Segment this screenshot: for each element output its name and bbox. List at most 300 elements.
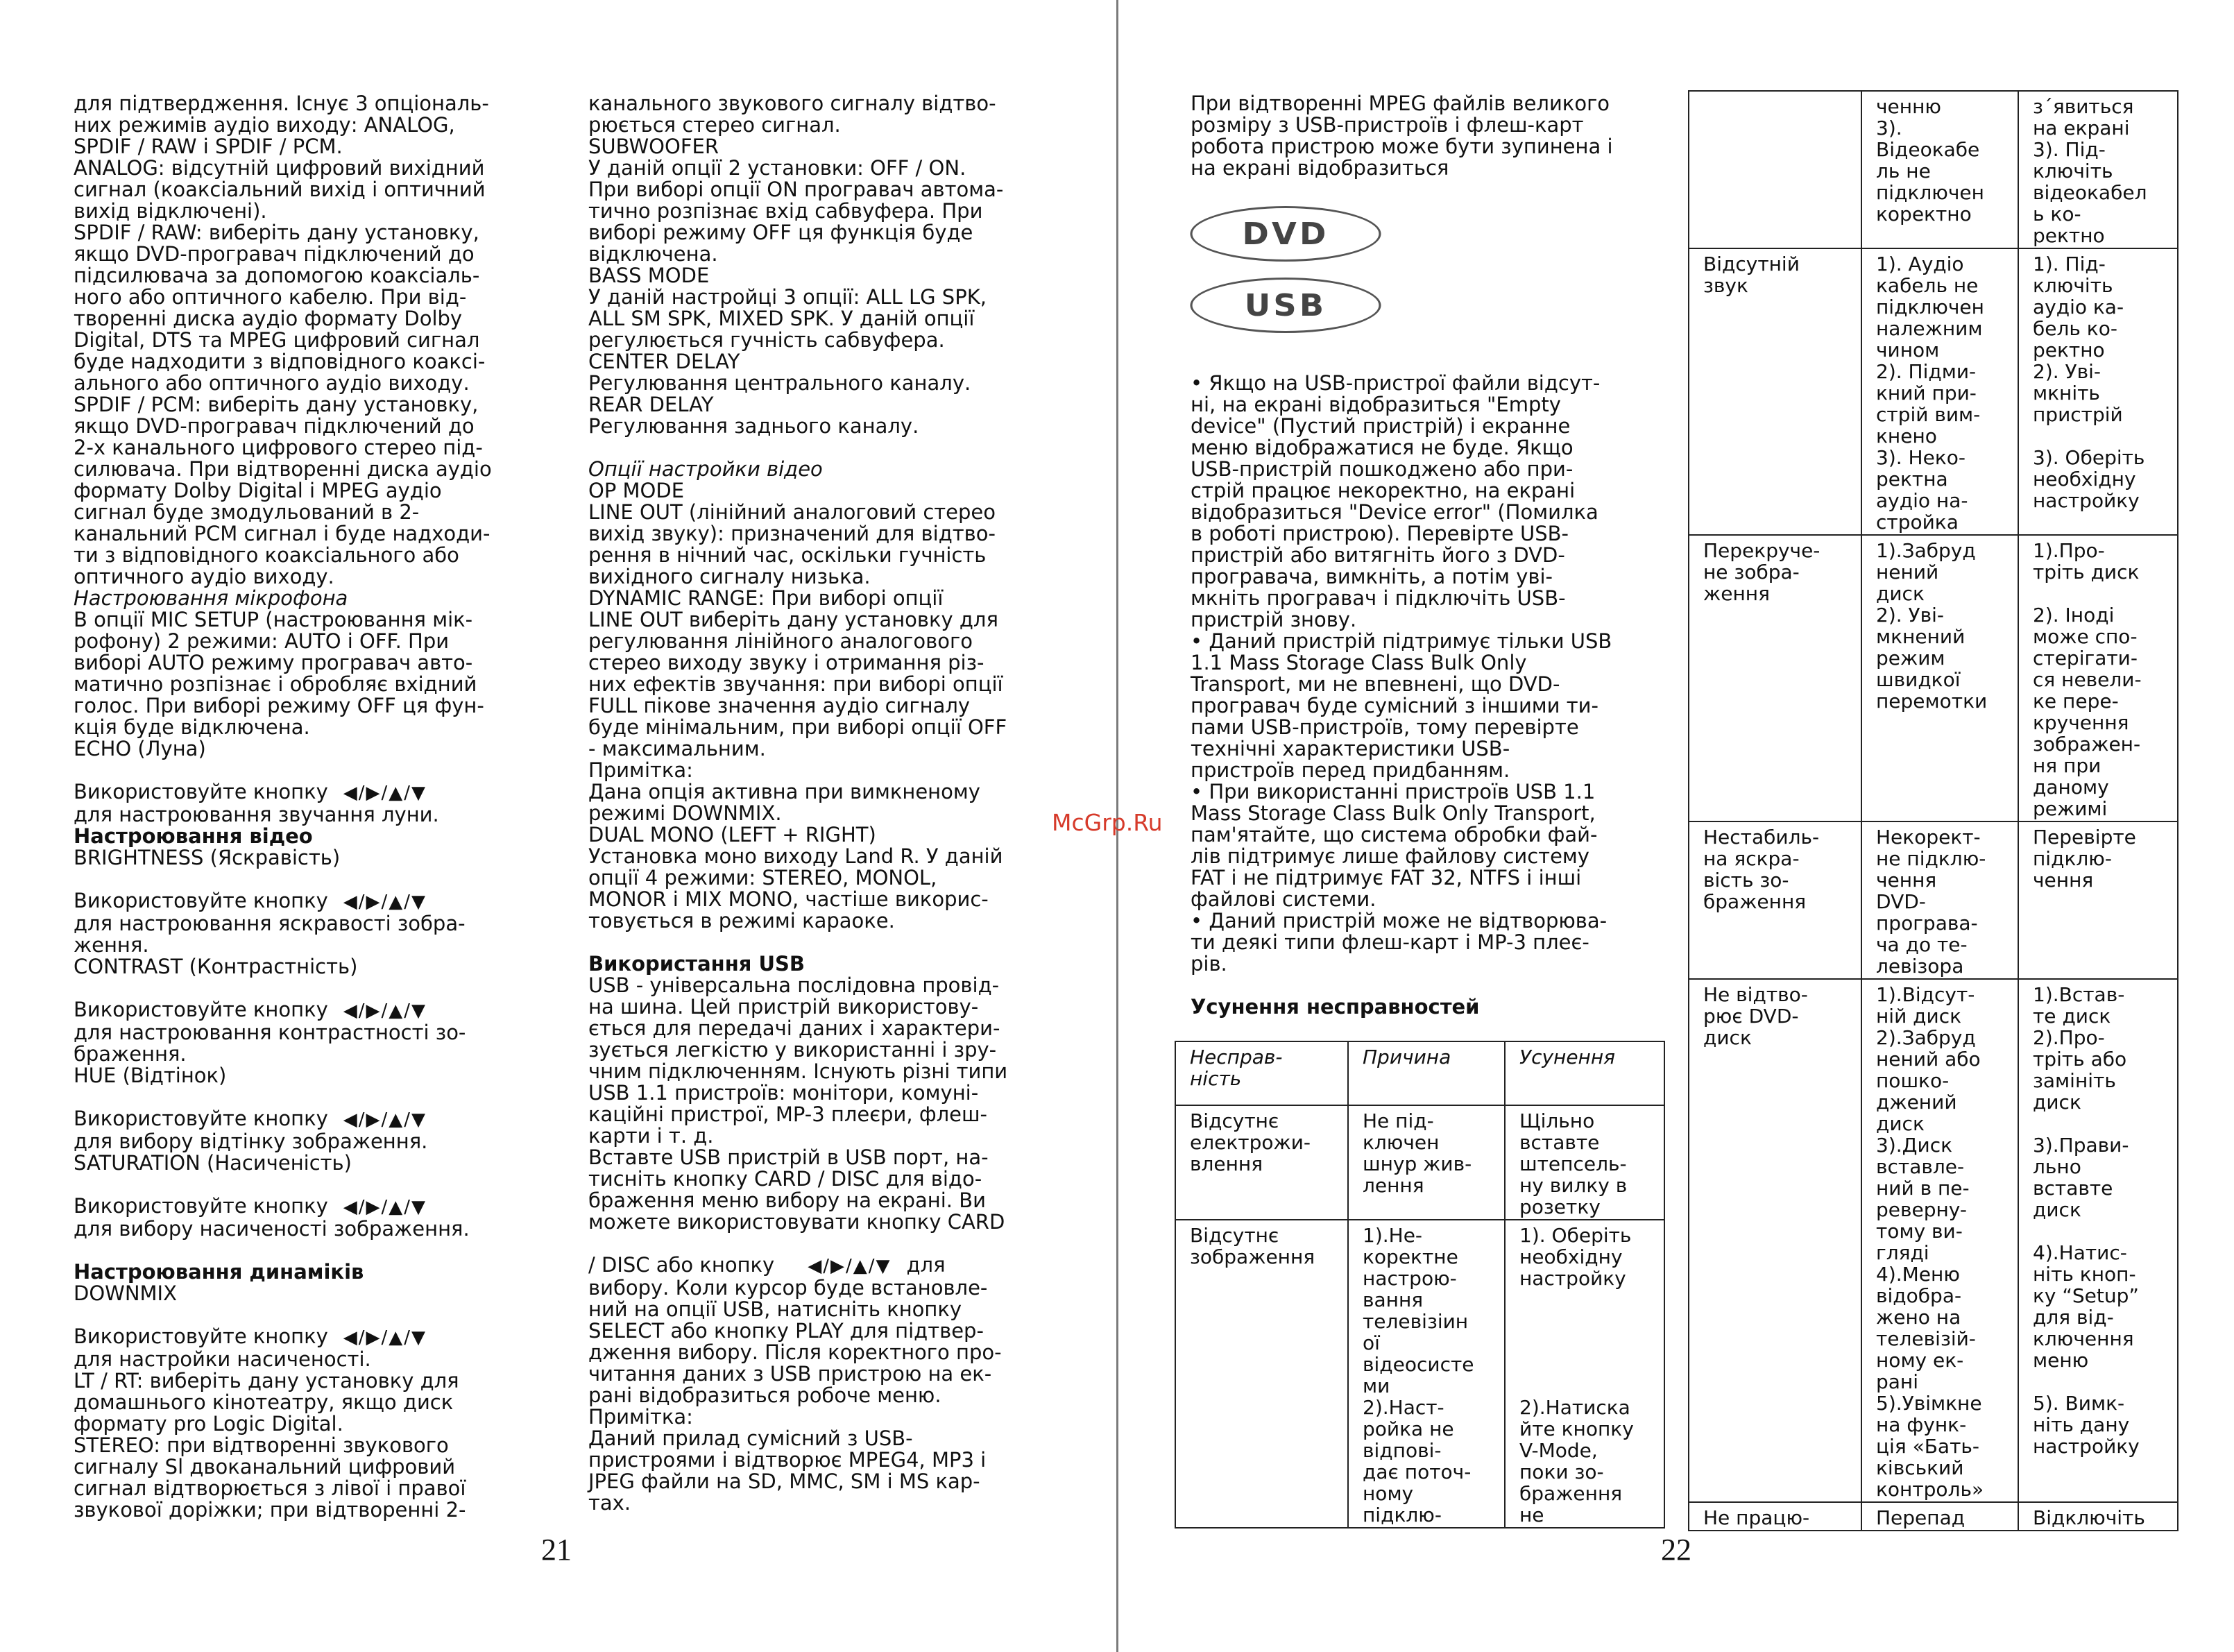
text-line: мкніть програвач і підключіть USB- [1191, 586, 1566, 610]
cell-line [1519, 1311, 1651, 1332]
text-line: сигнал (коаксіальний вихід і оптичний [74, 178, 486, 201]
text-line: зується легкістю у використанні і зру- [588, 1038, 997, 1062]
cell-line: чення [2033, 869, 2094, 892]
table-cell [1861, 821, 2018, 979]
cell-line: підклю- [1363, 1504, 1442, 1526]
navigation-arrows-icon: ◀/▶/▲/▼ [343, 892, 427, 912]
cell-line: коректне [1363, 1245, 1458, 1268]
text-line: на шина. Цей пристрій використову- [588, 995, 979, 1019]
text-line: робота пристрою може бути зупинена і [1191, 135, 1613, 158]
cell-line: нений або [1876, 1048, 1981, 1071]
cell-line: телевізіин [1363, 1310, 1469, 1333]
text-line: в роботі пристрою). Перевірте USB- [1191, 522, 1569, 545]
text-line: У даній настройці 3 опції: ALL LG SPK, [588, 285, 987, 309]
text-line: ний на опції USB, натисніть кнопку [588, 1297, 962, 1321]
cell-line: 1). Аудіо [1876, 253, 1964, 275]
blank-line [74, 1240, 545, 1261]
cell-line: для від- [2033, 1306, 2114, 1329]
cell-line: джений [1876, 1091, 1957, 1114]
text-line: для вибору відтінку зображення. [74, 1130, 428, 1153]
cell-line: Щільно [1519, 1109, 1595, 1132]
cell-line: відеокабел [2033, 181, 2147, 204]
cell-line: ми [1363, 1374, 1390, 1397]
cell-line: кний при- [1876, 382, 1977, 405]
cell-line: ківський [1876, 1456, 1964, 1479]
text-line: • Якщо на USB-пристрої файли відсут- [1191, 371, 1601, 395]
text-line: REAR DELAY [588, 393, 714, 416]
text-line: рів. [1191, 952, 1227, 976]
cell-line: диск [2033, 1198, 2081, 1221]
navigation-arrows-icon: ◀/▶/▲/▼ [808, 1256, 892, 1277]
table-cell [2018, 821, 2178, 979]
usb-logo: USB [1190, 278, 1381, 333]
cell-line: гляді [1876, 1241, 1929, 1264]
table-cell [1505, 1105, 1664, 1220]
table-cell [1861, 1502, 2018, 1531]
cell-line: вість зо- [1703, 869, 1789, 892]
cell-line: тріть або [2033, 1048, 2127, 1071]
cell-line: відпові- [1363, 1439, 1442, 1462]
table-cell [1689, 248, 1861, 535]
cell-line: ція «Бать- [1876, 1435, 1979, 1458]
page22-intro-text [1191, 93, 1662, 179]
cell-line: контроль» [1876, 1478, 1984, 1501]
cell-line: чення [1876, 869, 1937, 892]
cell-line: ль не [1876, 160, 1931, 182]
cell-line: ої [1363, 1331, 1380, 1354]
text-line: OP MODE [588, 479, 685, 502]
cell-line: розетку [1519, 1195, 1601, 1218]
text-line: сигналу Sl двоканальний цифровий [74, 1455, 456, 1479]
table-row [1689, 535, 2178, 821]
text-line: підсилювача за допомогою коаксіаль- [74, 264, 480, 287]
text-line: для настроювання яскравості зобра- [74, 912, 466, 935]
text-line: пами USB-пристроїв, тому перевірте [1191, 715, 1579, 739]
text-line: опції 4 режими: STEREO, MONOL, [588, 866, 937, 889]
cell-line: ь ко- [2033, 203, 2081, 225]
cell-line: підклю- [2033, 847, 2112, 870]
blank-line [74, 869, 545, 890]
cell-line [1703, 96, 1848, 117]
cell-line: ний в пе- [1876, 1177, 1970, 1200]
table-row [1175, 1220, 1664, 1528]
cell-line: відеосисте [1363, 1353, 1474, 1376]
navigation-arrows-icon: ◀/▶/▲/▼ [343, 1197, 427, 1218]
cell-line: диск [1703, 1026, 1752, 1049]
text-line: MONOR і MIX MONO, частіше викорис- [588, 887, 989, 911]
text-line: браження. [74, 1042, 187, 1066]
cell-line: 3).Диск [1876, 1134, 1953, 1157]
text-line: Використовуйте кнопку ◀/▶/▲/▼ [74, 889, 427, 912]
cell-line: ке пере- [2033, 690, 2119, 713]
text-line: для настроювання контрастності зо- [74, 1021, 466, 1044]
cell-line: вставте [2033, 1177, 2113, 1200]
subheading: Опції настройки відео [588, 457, 823, 481]
text-line: якщо DVD-програвач підключений до [74, 242, 475, 266]
cell-line: стройка [1876, 511, 1959, 534]
text-line: програвач буде сумісний з іншими ти- [1191, 694, 1598, 717]
text-line: для підтвердження. Існує 3 опціональ- [74, 92, 489, 115]
text-line: Дана опція активна при вимкненому [588, 780, 980, 803]
cell-line: настройку [2033, 489, 2140, 512]
text-line: При відтворенні MPEG файлів великого [1191, 92, 1610, 115]
page21-right-column [588, 93, 1060, 1514]
text-line: режимі DOWNMIX. [588, 801, 782, 825]
cell-line: настрою- [1363, 1267, 1457, 1290]
text-line: буде надходити з відповідного коаксі- [74, 350, 486, 373]
navigation-arrows-icon: ◀/▶/▲/▼ [343, 1109, 427, 1130]
cell-line: режим [1876, 647, 1945, 670]
cell-line: кабель не [1876, 274, 1979, 297]
navigation-arrows-icon: ◀/▶/▲/▼ [343, 1000, 427, 1021]
table-header-row [1175, 1041, 1664, 1105]
text-line: карти і т. д. [588, 1124, 714, 1148]
text-line: Digital, DTS та MPEG цифровий сигнал [74, 328, 480, 352]
cell-line: 1).Встав- [2033, 983, 2125, 1006]
cell-line: 1).Забруд [1876, 539, 1976, 562]
cell-line: ну вилку в [1519, 1174, 1628, 1197]
cell-line: льно [2033, 1155, 2081, 1178]
cell-line [2033, 425, 2165, 447]
table-row [1689, 821, 2178, 979]
cell-line: ження [1703, 582, 1770, 605]
cell-line: кручення [2033, 711, 2129, 734]
cell-line: з´явиться [2033, 95, 2134, 118]
cell-line: лення [1363, 1174, 1424, 1197]
text-line: Transport, ми не впевнені, що DVD- [1191, 672, 1560, 696]
text-line: них ефектів звучання: при виборі опції [588, 672, 1003, 696]
cell-line: вставте [1519, 1131, 1600, 1154]
text-line: Використовуйте кнопку ◀/▶/▲/▼ [74, 1107, 427, 1130]
cell-line: левізора [1876, 955, 1964, 978]
text-line: ного або оптичного кабелю. При від- [74, 285, 467, 309]
text-line: STEREO: при відтворенні звукового [74, 1433, 449, 1457]
cell-line: 5). Вимк- [2033, 1392, 2125, 1415]
text-line: читання даних з USB пристрою на ек- [588, 1362, 992, 1386]
text-line: • При використанні пристроїв USB 1.1 [1191, 780, 1596, 803]
cell-line: Не відтво- [1703, 983, 1808, 1006]
cell-line: диск [1876, 582, 1925, 605]
table-cell [1175, 1220, 1348, 1528]
cell-line [2033, 583, 2165, 604]
blank-line [74, 1174, 545, 1195]
cell-line: меню [2033, 1349, 2089, 1372]
cell-line: 3).Прави- [2033, 1134, 2129, 1157]
cell-line: 2).Про- [2033, 1026, 2105, 1049]
text-line: чним підключенням. Існують різні типи [588, 1059, 1008, 1083]
text-line: JPEG файли на SD, MMC, SM і MS кар- [588, 1470, 980, 1493]
table-cell [1689, 535, 1861, 821]
cell-line: настройку [2033, 1435, 2140, 1458]
cell-line: пошко- [1876, 1069, 1950, 1092]
text-line: BASS MODE [588, 264, 710, 287]
text-line: FULL пікове значення аудіо сигналу [588, 694, 971, 717]
cell-line: ся невели- [2033, 668, 2142, 691]
cell-line: 2).Наст- [1363, 1396, 1444, 1419]
cell-line: 2). Уві- [2033, 360, 2101, 383]
text-line: вибору. Коли курсор буде встановле- [588, 1276, 988, 1300]
text-line: них режимів аудіо виходу: ANALOG, [74, 113, 455, 137]
text-line: на екрані відобразиться [1191, 156, 1449, 180]
cell-line: кнено [1876, 425, 1937, 448]
text-line: SPDIF / RAW: виберіть дану установку, [74, 221, 479, 244]
header-cell [1348, 1041, 1505, 1105]
cell-line: ройка не [1363, 1417, 1454, 1440]
blank-line [588, 932, 1060, 953]
cell-line: те диск [2033, 1005, 2111, 1028]
table-row [1689, 1502, 2178, 1531]
page-number-22: 22 [1661, 1533, 1691, 1567]
cell-line: рює DVD- [1703, 1005, 1799, 1028]
text-line: для настроювання звучання луни. [74, 803, 439, 826]
text-line: - максимальним. [588, 737, 766, 760]
cell-line: вання [1363, 1288, 1424, 1311]
cell-line: перемотки [1876, 690, 1988, 713]
text-line: При виборі опції ON програвач автома- [588, 178, 1004, 201]
header-cell [1505, 1041, 1664, 1105]
text-line: Використовуйте кнопку ◀/▶/▲/▼ [74, 1325, 427, 1348]
text-line: стерео виходу звуку і отримання різ- [588, 651, 984, 674]
table-cell [2018, 91, 2178, 248]
page22-usb-notes [1191, 373, 1662, 1018]
text-line: формату pro Logic Digital. [74, 1412, 343, 1436]
cell-line: Перепад [1876, 1506, 1966, 1529]
cell-line: 2).Натиска [1519, 1396, 1630, 1419]
cell-line: дає поточ- [1363, 1461, 1472, 1483]
text-line: SPDIF / PCM: виберіть дану установку, [74, 393, 479, 416]
text-line: тично розпізнає вхід сабвуфера. При [588, 199, 983, 223]
text-line: 2-х канального цифрового стерео під- [74, 436, 483, 459]
text-line: кція буде відключена. [74, 715, 310, 739]
text-line: SELECT або кнопку PLAY для підтвер- [588, 1319, 984, 1343]
cell-line: ному [1363, 1482, 1414, 1505]
cell-line: ність [1190, 1067, 1242, 1090]
cell-line: відобра- [1876, 1284, 1962, 1307]
table-row [1175, 1105, 1664, 1220]
cell-line: 4).Меню [1876, 1263, 1960, 1286]
table-cell [1861, 979, 2018, 1502]
cell-line: ректно [2033, 339, 2105, 361]
cell-line: ченню [1876, 95, 1941, 118]
cell-line: належним [1876, 317, 1983, 340]
cell-line: 3). [1876, 117, 1902, 139]
cell-line: браження [1519, 1482, 1623, 1505]
blank-line [74, 1087, 545, 1108]
text-line: device" (Пустий пристрій) і екранне [1191, 414, 1571, 438]
text-line: CENTER DELAY [588, 350, 740, 373]
cell-line: ку “Setup” [2033, 1284, 2139, 1307]
text-line: товується в режимі караоке. [588, 909, 895, 933]
text-line: вихід відключені). [74, 199, 267, 223]
text-line: USB 1.1 пристроїв: монітори, комуні- [588, 1081, 979, 1105]
text-line: Вставте USB пристрій в USB порт, на- [588, 1146, 989, 1169]
text-line: рення в нічний час, оскільки гучність [588, 543, 987, 567]
text-line: регулювання лінійного аналогового [588, 629, 973, 653]
blank-line [1191, 975, 1662, 996]
text-line: можете використовувати кнопку CARD [588, 1210, 1005, 1234]
table-cell [1861, 248, 2018, 535]
cell-line: поки зо- [1519, 1461, 1604, 1483]
text-line: Установка моно виходу Land R. У даній [588, 844, 1003, 868]
text-line: LT / RT: виберіть дану установку для [74, 1369, 459, 1393]
cell-line: тому ви- [1876, 1220, 1963, 1243]
cell-line: необхідну [1519, 1245, 1623, 1268]
table-cell [1689, 821, 1861, 979]
cell-line: на функ- [1876, 1413, 1967, 1436]
cell-line: не зобра- [1703, 561, 1800, 584]
cell-line: телевізій- [1876, 1327, 1976, 1350]
text-line: пам'ятайте, що система обробки фай- [1191, 823, 1598, 846]
table-cell [1861, 91, 2018, 248]
blank-line [588, 437, 1060, 459]
section-heading: Настроювання динаміків [74, 1260, 364, 1284]
text-line: оптичного аудіо виходу. [74, 565, 334, 588]
table-cell [1348, 1220, 1505, 1528]
cell-line [1519, 1375, 1651, 1397]
text-line: Mass Storage Class Bulk Only Transport, [1191, 801, 1596, 825]
text-line: відключена. [588, 242, 718, 266]
table-cell [1689, 979, 1861, 1502]
text-line: голос. При виборі режиму OFF ця фун- [74, 694, 484, 717]
table-cell [1689, 1502, 1861, 1531]
text-line: для настройки насиченості. [74, 1347, 371, 1371]
cell-line: тріть диск [2033, 561, 2140, 584]
text-line: відобразиться "Device error" (Помилка [1191, 500, 1598, 524]
text-fragment: для [906, 1253, 946, 1277]
cell-line: ректна [1876, 468, 1948, 491]
text-line: вихідного сигналу низька. [588, 565, 871, 588]
cell-line: 1).Відсут- [1876, 983, 1975, 1006]
navigation-arrows-icon: ◀/▶/▲/▼ [343, 783, 427, 803]
cell-line: замініть [2033, 1069, 2116, 1092]
cell-line: 3). Неко- [1876, 446, 1966, 469]
cell-line: ча до те- [1876, 933, 1968, 956]
cell-line: диск [2033, 1091, 2081, 1114]
cell-line: стерігати- [2033, 647, 2138, 670]
cell-line [1519, 1354, 1651, 1375]
text-line: браження меню вибору на екрані. Ви [588, 1189, 986, 1212]
table-row [1689, 248, 2178, 535]
text-line: виборі AUTO режиму програвач авто- [74, 651, 473, 674]
cell-line: Не працю- [1703, 1506, 1810, 1529]
text-line: / DISC або кнопку ◀/▶/▲/▼ для [588, 1253, 946, 1277]
watermark: McGrp.Ru [1052, 809, 1163, 836]
cell-line: ключен [1363, 1131, 1440, 1154]
cell-line: V-Mode, [1519, 1439, 1598, 1462]
cell-line: підключен [1876, 181, 1984, 204]
cell-line: Нестабиль- [1703, 826, 1820, 849]
cell-line: програва- [1876, 912, 1978, 935]
cell-line: ному ек- [1876, 1349, 1964, 1372]
text-line: DOWNMIX [74, 1281, 177, 1305]
cell-line: Відсутній [1703, 253, 1800, 275]
text-line: виборі режиму OFF ця функція буде [588, 221, 973, 244]
blank-line [74, 978, 545, 999]
text-line: технічні характеристики USB- [1191, 737, 1510, 760]
text-line: пристрій або витягніть його з DVD- [1191, 543, 1565, 567]
cell-line: 3). Оберіть [2033, 446, 2145, 469]
troubleshooting-table-1 [1175, 1041, 1665, 1528]
text-line: • Даний пристрій може не відтворюва- [1191, 909, 1608, 933]
cell-line: звук [1703, 274, 1748, 297]
cell-line: Усунення [1519, 1046, 1616, 1068]
cell-line: браження [1703, 890, 1807, 913]
section-heading: Використання USB [588, 952, 805, 976]
text-line: канальний PCM сигнал і буде надходи- [74, 522, 491, 545]
text-line: сигнал буде змодульований в 2- [74, 500, 420, 524]
cell-line: Несправ- [1190, 1046, 1283, 1068]
cell-line: аудіо ка- [2033, 296, 2124, 318]
text-line: Примітка: [588, 1405, 693, 1429]
text-line: 1.1 Mass Storage Class Bulk Only [1191, 651, 1527, 674]
cell-line: штепсель- [1519, 1152, 1627, 1175]
cell-line: зображення [1190, 1245, 1315, 1268]
cell-line: ключіть [2033, 274, 2113, 297]
text-line: FAT і не підтримує FAT 32, NTFS і інші [1191, 866, 1582, 889]
cell-line: вставле- [1876, 1155, 1965, 1178]
cell-line: режимі [2033, 797, 2108, 820]
text-line: Використовуйте кнопку ◀/▶/▲/▼ [74, 1194, 427, 1218]
section-heading: Усунення несправностей [1191, 995, 1480, 1019]
text-line: Використовуйте кнопку ◀/▶/▲/▼ [74, 780, 427, 803]
cell-line: ревернy- [1876, 1198, 1967, 1221]
cell-line: 1).Не- [1363, 1224, 1423, 1247]
header-cell [1175, 1041, 1348, 1105]
text-line: сигнал відтворюється з лівої і правої [74, 1476, 466, 1500]
text-line: Регулювання центрального каналу. [588, 371, 971, 395]
cell-line: підключен [1876, 296, 1984, 318]
text-line: ти деякі типи флеш-карт і MP-3 плеє- [1191, 930, 1589, 954]
text-line: матично розпізнає і обробляє вхідний [74, 672, 477, 696]
cell-line: швидкої [1876, 668, 1961, 691]
cell-line: йте кнопку [1519, 1417, 1634, 1440]
text-line: ANALOG: відсутній цифровий вихідний [74, 156, 485, 180]
text-line: BRIGHTNESS (Яскравість) [74, 846, 341, 869]
text-line: SATURATION (Насиченість) [74, 1151, 352, 1175]
cell-line: 4).Натис- [2033, 1241, 2127, 1264]
text-line: CONTRAST (Контрастність) [74, 955, 358, 978]
text-line: SUBWOOFER [588, 135, 719, 158]
cell-line: мкніть [2033, 382, 2100, 405]
text-line: Використовуйте кнопку ◀/▶/▲/▼ [74, 998, 427, 1021]
cell-line: пристрій [2033, 403, 2123, 426]
blank-line [74, 760, 545, 781]
text-line: звукової доріжки; при відтворенні 2- [74, 1498, 466, 1522]
cell-line: диск [1876, 1112, 1925, 1135]
text-line: тисніть кнопку CARD / DISC для відо- [588, 1167, 982, 1191]
table-row [1689, 91, 2178, 248]
text-line: ального або оптичного аудіо виходу. [74, 371, 470, 395]
text-line: В опції MIC SETUP (настроювання мік- [74, 608, 473, 631]
table-cell [1689, 91, 1861, 248]
text-line: ється для передачі даних і характери- [588, 1016, 1000, 1040]
cell-line: може спо- [2033, 625, 2138, 648]
cell-line: зображен- [2033, 733, 2141, 756]
cell-line: 1). Оберіть [1519, 1224, 1632, 1247]
cell-line: настройку [1519, 1267, 1626, 1290]
text-line: ALL SM SPK, MIXED SPK. У даній опції [588, 307, 975, 330]
text-line: канального звукового сигналу відтво- [588, 92, 996, 115]
cell-line: 3). Під- [2033, 138, 2106, 161]
cell-line: жено на [1876, 1306, 1961, 1329]
text-line: USB - універсальна послідовна провід- [588, 973, 1000, 997]
text-line: творенні диска аудіо формату Dolby [74, 307, 463, 330]
cell-line: не [1519, 1504, 1544, 1526]
text-line: пристрій знову. [1191, 608, 1357, 631]
text-line: дження вибору. Після коректного про- [588, 1340, 1002, 1364]
text-line: HUE (Відтінок) [74, 1064, 227, 1087]
cell-line: Відключіть [2033, 1506, 2145, 1529]
